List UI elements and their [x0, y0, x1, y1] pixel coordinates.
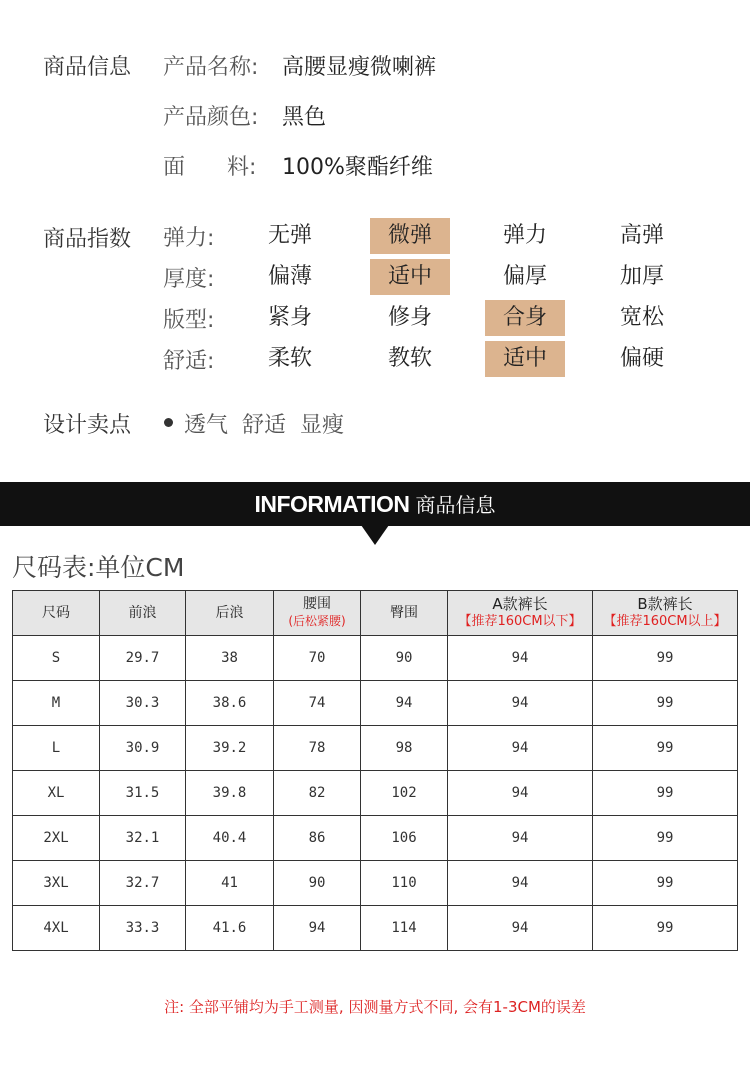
product-info-section-label: 商品信息	[43, 55, 132, 80]
size-table-header-cell	[361, 591, 448, 636]
table-cell: 94	[448, 906, 593, 951]
index-row-label: 弹力:	[163, 226, 215, 251]
table-cell: 94	[448, 816, 593, 861]
table-cell: 106	[361, 816, 448, 861]
table-cell: 31.5	[100, 771, 186, 816]
index-option: 偏硬	[619, 346, 664, 371]
table-cell: 90	[274, 861, 361, 906]
index-option: 教软	[387, 346, 432, 371]
index-option: 宽松	[619, 305, 664, 330]
design-points-text: 透气 舒适 显瘦	[184, 413, 344, 438]
header-main-label: A款裤长	[492, 595, 548, 613]
table-cell: 99	[593, 771, 738, 816]
bullet-dot-icon	[164, 418, 173, 427]
table-cell: 98	[361, 726, 448, 771]
header-main-label: 后浪	[215, 604, 244, 621]
table-cell: 94	[448, 681, 593, 726]
table-row	[13, 906, 738, 951]
banner-title-en: INFORMATION	[254, 491, 410, 517]
table-cell: 30.9	[100, 726, 186, 771]
size-table-title: 尺码表:单位CM	[12, 553, 185, 582]
size-table-header-cell	[274, 591, 361, 636]
table-cell: 99	[593, 861, 738, 906]
table-row	[13, 771, 738, 816]
table-row	[13, 636, 738, 681]
table-cell: 102	[361, 771, 448, 816]
product-name-label: 产品名称:	[163, 55, 259, 80]
table-cell: 90	[361, 636, 448, 681]
table-cell: M	[13, 681, 100, 726]
size-table-header-cell	[100, 591, 186, 636]
index-option-selected: 合身	[485, 300, 565, 336]
table-row	[13, 726, 738, 771]
size-table	[12, 590, 738, 951]
index-option: 紧身	[267, 305, 312, 330]
information-banner	[0, 482, 750, 526]
table-cell: 38	[186, 636, 274, 681]
index-option: 高弹	[619, 223, 664, 248]
table-cell: 40.4	[186, 816, 274, 861]
table-cell: 2XL	[13, 816, 100, 861]
table-cell: S	[13, 636, 100, 681]
table-cell: 39.2	[186, 726, 274, 771]
size-table-header-row	[13, 591, 738, 636]
table-cell: 32.7	[100, 861, 186, 906]
table-cell: 99	[593, 636, 738, 681]
header-sub-label: 【推荐160CM以上】	[603, 614, 727, 629]
table-cell: 74	[274, 681, 361, 726]
table-cell: 99	[593, 681, 738, 726]
banner-arrow-icon	[361, 525, 389, 545]
table-cell: 86	[274, 816, 361, 861]
index-option: 修身	[387, 305, 432, 330]
table-cell: 38.6	[186, 681, 274, 726]
table-cell: 41	[186, 861, 274, 906]
table-cell: 70	[274, 636, 361, 681]
index-option: 柔软	[267, 346, 312, 371]
index-option-selected: 适中	[370, 259, 450, 295]
banner-title-cn: 商品信息	[415, 493, 496, 517]
product-name-value: 高腰显瘦微喇裤	[282, 55, 437, 80]
table-cell: 29.7	[100, 636, 186, 681]
index-option-selected: 微弹	[370, 218, 450, 254]
table-cell: 94	[274, 906, 361, 951]
design-points-label: 设计卖点	[43, 413, 132, 438]
table-cell: 94	[448, 771, 593, 816]
fabric-label: 面 料:	[163, 155, 257, 180]
table-cell: 78	[274, 726, 361, 771]
measurement-note: 注: 全部平铺均为手工测量, 因测量方式不同, 会有1-3CM的误差	[164, 998, 586, 1016]
table-cell: 41.6	[186, 906, 274, 951]
product-color-value: 黑色	[282, 105, 327, 130]
size-table-header-cell	[593, 591, 738, 636]
index-option: 加厚	[619, 264, 664, 289]
table-cell: 30.3	[100, 681, 186, 726]
table-row	[13, 816, 738, 861]
size-table-header-cell	[13, 591, 100, 636]
table-cell: 4XL	[13, 906, 100, 951]
header-main-label: 尺码	[42, 604, 70, 621]
table-cell: 94	[448, 861, 593, 906]
index-option: 偏厚	[502, 264, 547, 289]
product-index-section-label: 商品指数	[43, 227, 132, 252]
header-sub-label: (后松紧腰)	[288, 614, 346, 628]
index-option: 偏薄	[267, 264, 312, 289]
fabric-value: 100%聚酯纤维	[282, 155, 433, 180]
table-cell: 99	[593, 816, 738, 861]
header-main-label: 前浪	[128, 604, 157, 621]
table-cell: 3XL	[13, 861, 100, 906]
table-cell: 94	[361, 681, 448, 726]
header-sub-label: 【推荐160CM以下】	[458, 614, 582, 629]
index-option-selected: 适中	[485, 341, 565, 377]
table-cell: 94	[448, 636, 593, 681]
table-cell: 110	[361, 861, 448, 906]
table-row	[13, 861, 738, 906]
table-row	[13, 681, 738, 726]
table-cell: 33.3	[100, 906, 186, 951]
index-row-label: 版型:	[163, 308, 215, 333]
index-option: 弹力	[502, 223, 547, 248]
index-option: 无弹	[267, 223, 312, 248]
size-table-header-cell	[448, 591, 593, 636]
header-main-label: B款裤长	[637, 595, 693, 613]
header-main-label: 腰围	[303, 596, 331, 612]
table-cell: 82	[274, 771, 361, 816]
table-cell: 99	[593, 726, 738, 771]
product-color-label: 产品颜色:	[163, 105, 259, 130]
table-cell: 39.8	[186, 771, 274, 816]
table-cell: XL	[13, 771, 100, 816]
table-cell: 32.1	[100, 816, 186, 861]
table-cell: 94	[448, 726, 593, 771]
index-row-label: 舒适:	[163, 349, 215, 374]
index-row-label: 厚度:	[163, 267, 215, 292]
table-cell: L	[13, 726, 100, 771]
header-main-label: 臀围	[390, 604, 418, 621]
table-cell: 114	[361, 906, 448, 951]
table-cell: 99	[593, 906, 738, 951]
size-table-header-cell	[186, 591, 274, 636]
